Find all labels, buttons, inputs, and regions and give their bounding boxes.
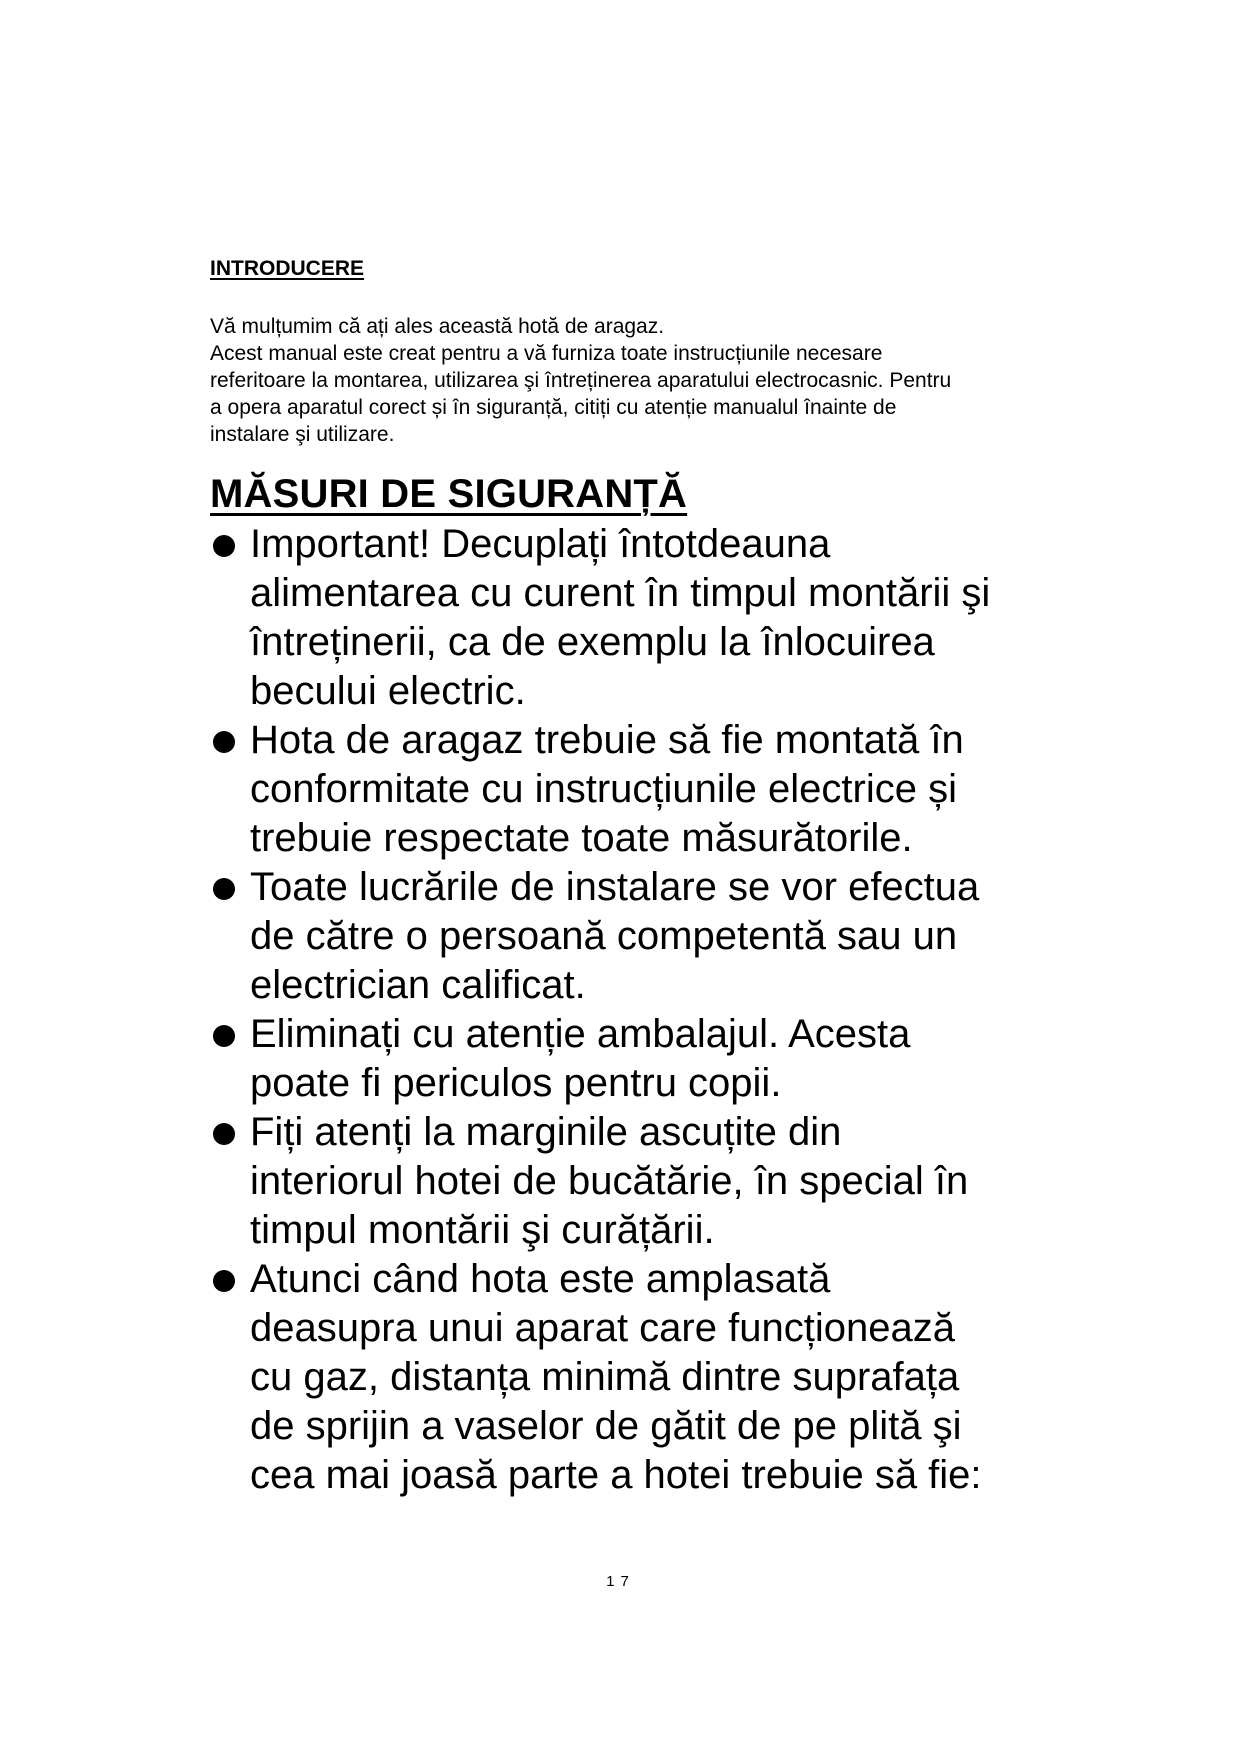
safety-heading: MĂSURI DE SIGURANȚĂ	[210, 472, 688, 516]
safety-item-qualified-installer	[210, 863, 1170, 1010]
safety-item-line: interiorul hotei de bucătărie, în special în	[250, 1159, 969, 1203]
bullet-icon	[213, 1270, 235, 1292]
safety-item-line: Fiți atenți la marginile ascuțite din	[250, 1110, 842, 1154]
safety-item-line: becului electric.	[250, 669, 526, 713]
bullet-icon	[213, 878, 235, 900]
safety-item-line: poate fi periculos pentru copii.	[250, 1061, 782, 1105]
safety-item-line: deasupra unui aparat care funcționează	[250, 1306, 955, 1350]
safety-item-line: electrician calificat.	[250, 963, 586, 1007]
intro-paragraph	[210, 313, 1040, 448]
safety-item-line: timpul montării şi curățării.	[250, 1208, 715, 1252]
intro-line: referitoare la montarea, utilizarea şi întreținerea aparatului electrocasnic. Pentru	[210, 369, 952, 392]
safety-item-line: întreținerii, ca de exemplu la înlocuirea	[250, 620, 935, 664]
intro-line: a opera aparatul corect și în siguranță, citiți cu atenție manualul înainte de	[210, 396, 897, 419]
safety-list	[210, 520, 1170, 1500]
safety-item-power-disconnect	[210, 520, 1170, 716]
safety-item-line: de către o persoană competentă sau un	[250, 914, 958, 958]
intro-heading: INTRODUCERE	[210, 257, 365, 280]
safety-item-line: Toate lucrările de instalare se vor efectua	[250, 865, 980, 909]
safety-item-line: Eliminați cu atenție ambalajul. Acesta	[250, 1012, 911, 1056]
bullet-icon	[213, 1025, 235, 1047]
bullet-icon	[213, 535, 235, 557]
intro-line: Vă mulțumim că ați ales această hotă de aragaz.	[210, 315, 665, 338]
safety-item-line: Important! Decuplați întotdeauna	[250, 522, 831, 566]
safety-item-gas-distance	[210, 1255, 1170, 1500]
safety-item-line: Hota de aragaz trebuie să fie montată în	[250, 718, 964, 762]
safety-item-line: de sprijin a vaselor de gătit de pe plită şi	[250, 1404, 962, 1448]
safety-item-line: Atunci când hota este amplasată	[250, 1257, 831, 1301]
safety-item-packaging	[210, 1010, 1170, 1108]
page-number: 17	[606, 1573, 635, 1590]
safety-item-line: alimentarea cu curent în timpul montării şi	[250, 571, 991, 615]
intro-line: instalare şi utilizare.	[210, 423, 395, 446]
bullet-icon	[213, 1123, 235, 1145]
safety-item-line: trebuie respectate toate măsurătorile.	[250, 816, 913, 860]
safety-item-line: cea mai joasă parte a hotei trebuie să fie:	[250, 1453, 982, 1497]
safety-item-electrical-instructions	[210, 716, 1170, 863]
safety-item-line: cu gaz, distanța minimă dintre suprafața	[250, 1355, 960, 1399]
intro-line: Acest manual este creat pentru a vă furniza toate instrucțiunile necesare	[210, 342, 883, 365]
safety-item-line: conformitate cu instrucțiunile electrice și	[250, 767, 957, 811]
bullet-icon	[213, 731, 235, 753]
safety-item-sharp-edges	[210, 1108, 1170, 1255]
